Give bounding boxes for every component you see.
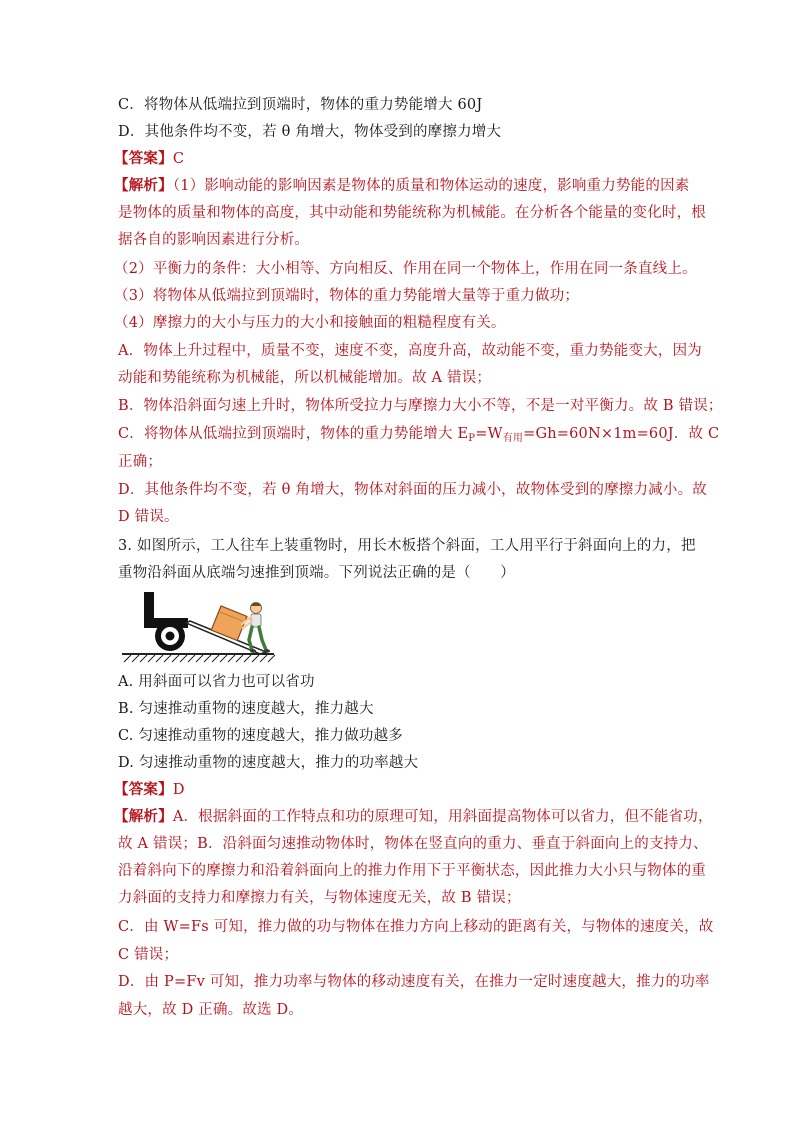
analysis-1-line-3: 据各自的影响因素进行分析。 <box>118 232 310 248</box>
formula-sub: P <box>468 433 476 444</box>
formula-sub-2: 有用 <box>502 433 524 444</box>
option-d-prev: D．其他条件均不变，若 θ 角增大，物体受到的摩擦力增大 <box>118 124 502 140</box>
formula-mid: =W <box>475 426 503 442</box>
answer-2 <box>114 780 674 800</box>
analysis-1-line-11: 正确； <box>118 454 163 470</box>
analysis-label: 【解析】 <box>114 177 173 194</box>
option-b: B. 匀速推动重物的速度越大，推力越大 <box>118 701 374 717</box>
answer-label: 【答案】 <box>114 150 173 167</box>
analysis-2-line-5: C．由 W=Fs 可知，推力做的功与物体在推力方向上移动的距离有关，与物体的速度关，故 <box>118 919 714 935</box>
analysis-1-line-4: （2）平衡力的条件：大小相等、方向相反、作用在同一个物体上，作用在同一条直线上。 <box>114 261 697 277</box>
analysis-text: （1）影响动能的影响因素是物体的质量和物体运动的速度，影响重力势能的因素 <box>172 178 690 194</box>
ground-hatch <box>124 655 275 662</box>
analysis-1-line-5: （3）将物体从低端拉到顶端时，物体的重力势能增大量等于重力做功； <box>114 288 580 304</box>
option-c-prev: C．将物体从低端拉到顶端时，物体的重力势能增大 60J <box>118 97 483 113</box>
answer-label: 【答案】 <box>114 781 173 798</box>
analysis-2-line-2: 故 A 错误；B．沿斜面匀速推动物体时，物体在竖直向的重力、垂直于斜面向上的支持力、 <box>118 836 708 852</box>
analysis-1-line-13: D 错误。 <box>118 509 179 525</box>
answer-value: D <box>172 782 185 798</box>
formula-pre: C．将物体从低端拉到顶端时，物体的重力势能增大 E <box>118 426 469 442</box>
analysis-1-line-10 <box>118 424 720 449</box>
analysis-1-line-2: 是物体的质量和物体的高度，其中动能和势能统称为机械能。在分析各个能量的变化时，根 <box>118 205 706 221</box>
ramp-figure <box>118 588 278 664</box>
analysis-2-line-6: C 错误； <box>118 947 179 963</box>
answer-value: C <box>172 151 185 167</box>
formula-post: =Gh=60N×1m=60J．故 C <box>523 426 720 442</box>
analysis-2-line-7: D．由 P=Fv 可知，推力功率与物体的移动速度有关，在推力一定时速度越大，推力的功率 <box>118 974 710 990</box>
analysis-2-line-3: 沿着斜向下的摩擦力和沿着斜面向上的推力作用下于平衡状态，因此推力大小只与物体的重 <box>118 863 706 879</box>
analysis-2-line-8: 越大，故 D 正确。故选 D。 <box>118 1002 304 1018</box>
answer-1 <box>114 149 674 169</box>
question-3-line-1: 3. 如图所示，工人往车上装重物时，用长木板搭个斜面，工人用平行于斜面向上的力，把 <box>118 538 696 554</box>
analysis-label: 【解析】 <box>114 808 173 825</box>
wheel-hub <box>166 632 175 641</box>
option-a: A. 用斜面可以省力也可以省功 <box>118 674 315 690</box>
truck-post <box>144 592 154 622</box>
analysis-2-line-4: 力斜面的支持力和摩擦力有关，与物体速度无关，故 B 错误； <box>118 890 521 906</box>
question-3-line-2: 重物沿斜面从底端匀速推到顶端。下列说法正确的是（ ） <box>118 565 515 581</box>
analysis-1-line-8: 动能和势能统称为机械能，所以机械能增加。故 A 错误； <box>118 370 492 386</box>
option-d: D. 匀速推动重物的速度越大，推力的功率越大 <box>118 755 419 771</box>
option-c: C. 匀速推动重物的速度越大，推力做功越多 <box>118 728 403 744</box>
analysis-2-line-1 <box>114 807 713 827</box>
analysis-1-line-6: （4）摩擦力的大小与压力的大小和接触面的粗糙程度有关。 <box>114 315 506 331</box>
analysis-1-line-12: D．其他条件均不变，若 θ 角增大，物体对斜面的压力减小，故物体受到的摩擦力减小。故 <box>118 482 707 498</box>
analysis-1-line-1 <box>114 176 690 196</box>
analysis-1-line-9: B．物体沿斜面匀速上升时，物体所受拉力与摩擦力大小不等，不是一对平衡力。故 B 错误； <box>118 398 723 414</box>
analysis-1-line-7: A．物体上升过程中，质量不变，速度不变，高度升高，故动能不变，重力势能变大，因为 <box>118 343 702 359</box>
analysis-text: A．根据斜面的工作特点和功的原理可知，用斜面提高物体可以省力，但不能省功， <box>172 809 713 825</box>
